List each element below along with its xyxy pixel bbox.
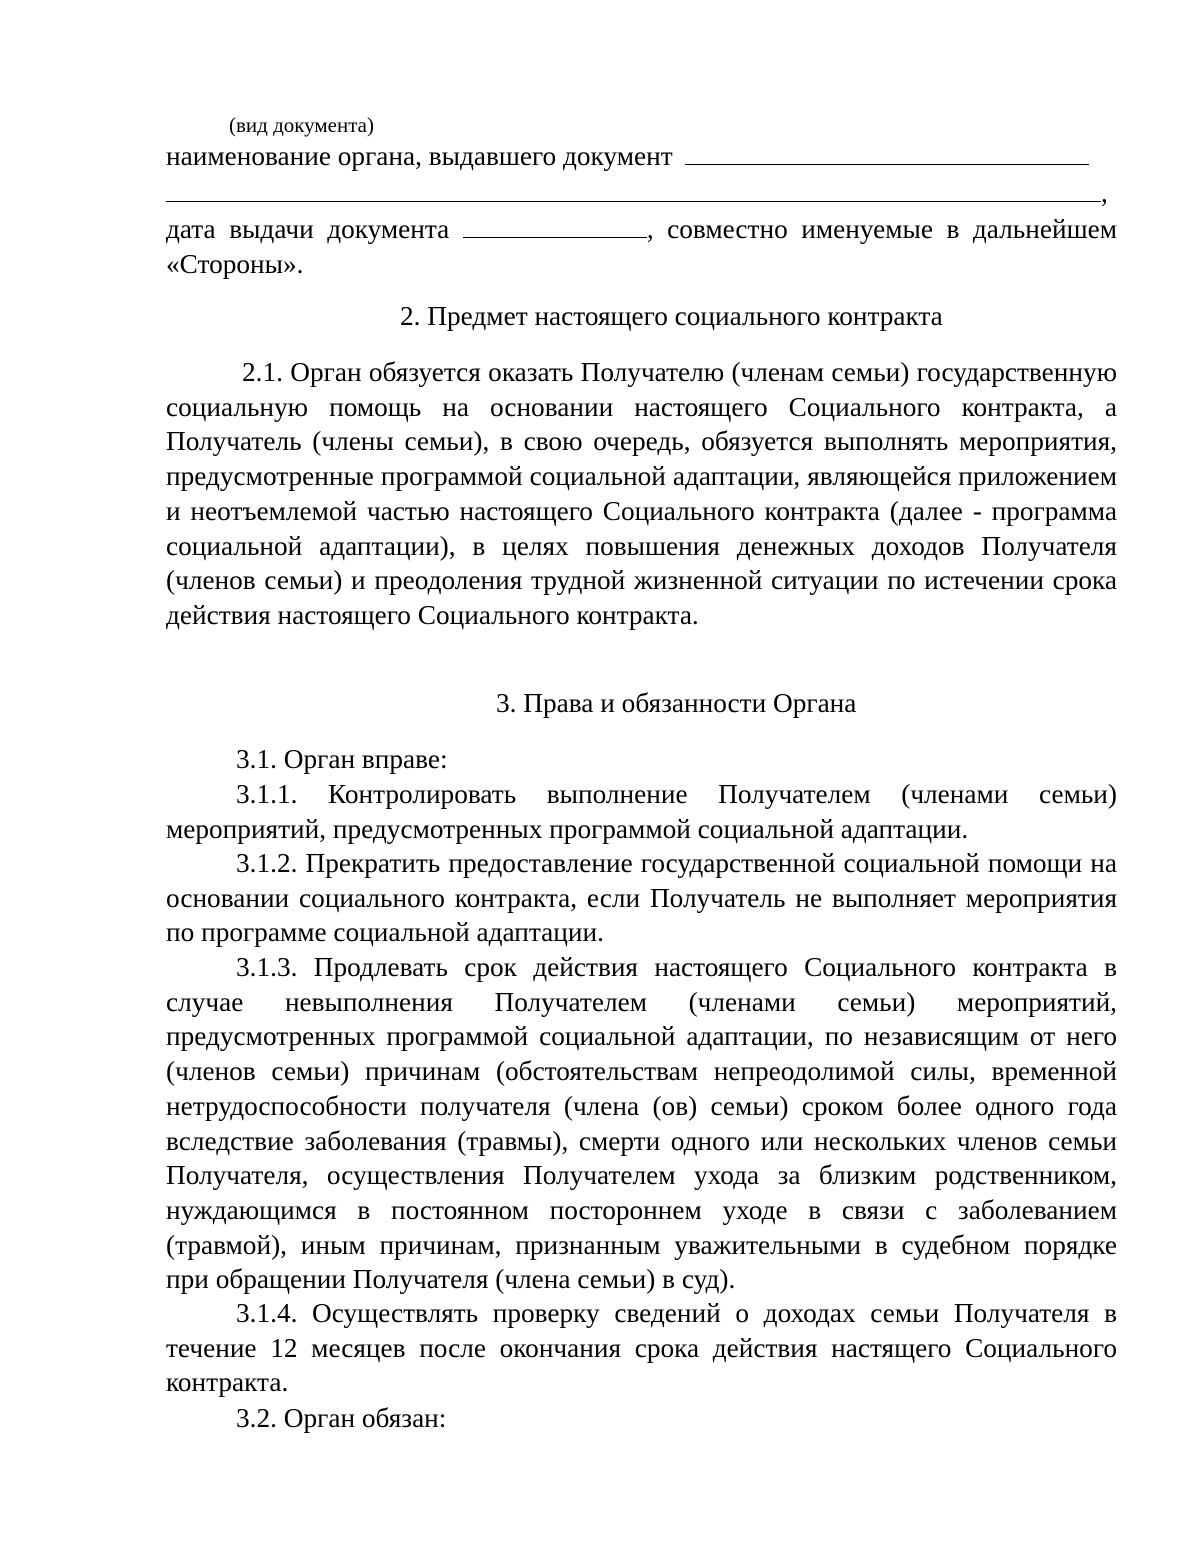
- paragraph-3-1-1: 3.1.1. Контролировать выполнение Получателем (членами семьи) мероприятий, предусмотренных программой социальной адаптации.: [166, 779, 1117, 844]
- doc-type-caption: (вид документа): [229, 113, 374, 137]
- parties-label: «Стороны».: [166, 248, 304, 279]
- issuer-blank-2: [166, 179, 1101, 202]
- issuer-blank: [685, 142, 1089, 165]
- paragraph-3-1: 3.1. Орган вправе:: [236, 744, 448, 774]
- issue-date-blank: [463, 215, 647, 238]
- paragraph-3-1-3: 3.1.3. Продлевать срок действия настоящего Социального контракта в случае невыполнения Получателем (членами семьи) мероприятий, предусмотренных программой социальной адаптации, по независящим от него (членов семьи) причинам (обстоятельствам непреодолимой силы, временной нетрудоспособности получателя (члена (ов) семьи) сроком более одного года вследствие заболевания (травмы), смерти одного или нескольких членов семьи Получателя, осуществления Получателем ухода за близким родственником, нуждающимся в постоянном постороннем уходе в связи с заболеванием (травмой), иным причинам, признанным уважительными в судебном порядке при обращении Получателя (члена семьи) в суд).: [166, 952, 1117, 1295]
- section-2-heading: 2. Предмет настоящего социального контракта: [400, 301, 943, 331]
- issue-date-tail: , совместно именуемые в дальнейшем: [646, 214, 1117, 244]
- issue-date-label: дата выдачи документа: [166, 214, 450, 244]
- issue-date-paragraph: [166, 212, 1117, 281]
- paragraph-3-1-2: 3.1.2. Прекратить предоставление государственной социальной помощи на основании социального контракта, если Получатель не выполняет мероприятия по программе социальной адаптации.: [166, 848, 1117, 948]
- trailing-comma: ,: [1101, 178, 1108, 208]
- issuer-continuation-line: [166, 178, 1108, 209]
- paragraph-2-1: 2.1. Орган обязуется оказать Получателю (членам семьи) государственную социальную помощь на основании настоящего Социального контракта, а Получатель (члены семьи), в свою очередь, обязуется выполнять мероприятия, предусмотренные программой социальной адаптации, являющейся приложением и неотъемлемой частью настоящего Социального контракта (далее - программа социальной адаптации), в целях повышения денежных доходов Получателя (членов семьи) и преодоления трудной жизненной ситуации по истечении срока действия настоящего Социального контракта.: [166, 357, 1117, 630]
- paragraph-3-1-4: 3.1.4. Осуществлять проверку сведений о доходах семьи Получателя в течение 12 месяцев после окончания срока действия настящего Социального контракта.: [166, 1298, 1117, 1398]
- section-3-heading: 3. Права и обязанности Органа: [496, 688, 857, 718]
- paragraph-3-2: 3.2. Орган обязан:: [236, 1403, 447, 1433]
- issuer-line: [166, 141, 1089, 172]
- issuer-label: наименование органа, выдавшего документ: [166, 141, 673, 171]
